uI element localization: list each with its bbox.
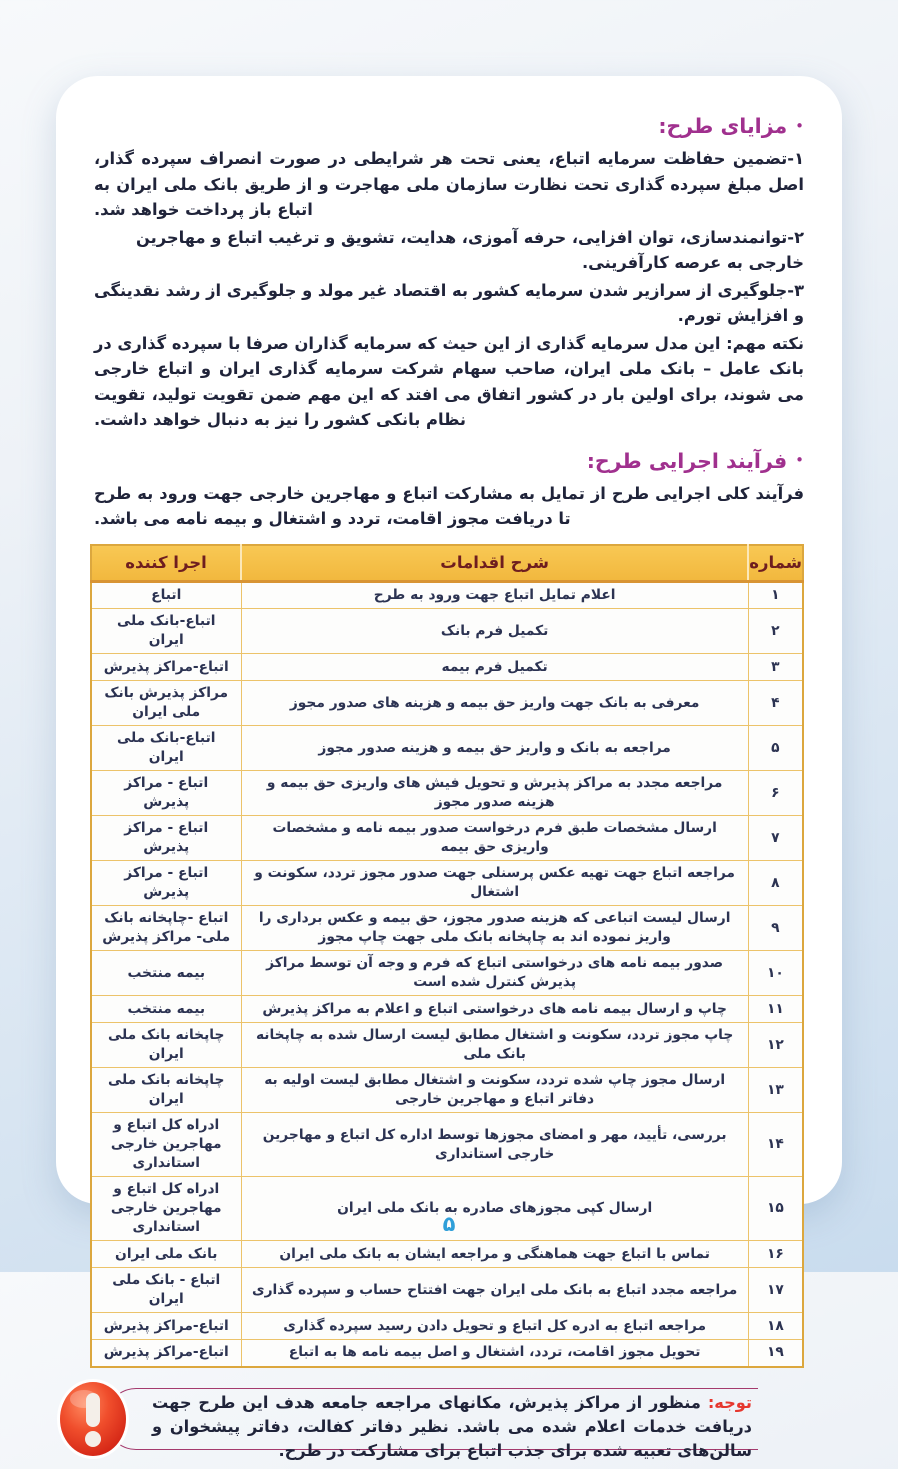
row-number: ۱۷ xyxy=(748,1268,803,1313)
row-executor: بانک ملی ایران xyxy=(91,1241,241,1268)
process-intro: فرآیند کلی اجرایی طرح از تمایل به مشارکت اتباع و مهاجرین خارجی جهت ورود به طرح تا دریافت مجوز اقامت، تردد و اشتغال و بیمه نامه می باشد. xyxy=(94,483,804,528)
table-row xyxy=(91,1068,803,1113)
row-action: چاپ و ارسال بیمه نامه های درخواستی اتباع و اعلام به مراکز پذیرش xyxy=(241,996,748,1023)
note-box xyxy=(90,1383,804,1469)
header-executor: اجرا کننده xyxy=(91,545,241,582)
row-number: ۱۸ xyxy=(748,1313,803,1340)
table-row xyxy=(91,1113,803,1177)
header-action: شرح اقدامات xyxy=(241,545,748,582)
table-row xyxy=(91,1313,803,1340)
row-action: ارسال مجوز چاپ شده تردد، سکونت و اشتغال مطابق لیست اولیه به دفاتر اتباع و مهاجرین خارجی xyxy=(241,1068,748,1113)
row-action: چاپ مجوز تردد، سکونت و اشتغال مطابق لیست ارسال شده به چاپخانه بانک ملی xyxy=(241,1023,748,1068)
header-number: شماره xyxy=(748,545,803,582)
table-row xyxy=(91,1268,803,1313)
row-action: مراجعه اتباع به ادره کل اتباع و تحویل دادن رسید سپرده گذاری xyxy=(241,1313,748,1340)
note-text xyxy=(152,1391,752,1463)
row-action: بررسی، تأیید، مهر و امضای مجوزها توسط اداره کل اتباع و مهاجرین خارجی استانداری xyxy=(241,1113,748,1177)
bullet-icon: • xyxy=(795,451,804,469)
row-number: ۱۱ xyxy=(748,996,803,1023)
row-number: ۱۳ xyxy=(748,1068,803,1113)
row-action: تکمیل فرم بانک xyxy=(241,609,748,654)
row-executor: اتباع-بانک ملی ایران xyxy=(91,726,241,771)
row-number: ۱۲ xyxy=(748,1023,803,1068)
row-action: صدور بیمه نامه های درخواستی اتباع که فرم و وجه آن توسط مراکز پذیرش کنترل شده است xyxy=(241,951,748,996)
table-row xyxy=(91,1340,803,1367)
benefits-section-heading xyxy=(94,114,804,138)
table-row xyxy=(91,1023,803,1068)
row-number: ۹ xyxy=(748,906,803,951)
row-number: ۱۴ xyxy=(748,1113,803,1177)
row-action: مراجعه مجدد اتباع به بانک ملی ایران جهت افتتاح حساب و سپرده گذاری xyxy=(241,1268,748,1313)
note-tag: توجه: xyxy=(707,1392,752,1412)
note-body: منظور از مراکز پذیرش، مکانهای مراجعه جامعه هدف این طرح جهت دریافت خدمات اعلام شده می باشد. نظیر دفاتر کفالت، دفاتر پیشخوان و سالن‌های تعبیه شده برای جذب اتباع برای مشارکت در طرح. xyxy=(152,1392,752,1460)
row-action: ارسال مشخصات طبق فرم درخواست صدور بیمه نامه و مشخصات واریزی حق بیمه xyxy=(241,816,748,861)
table-row xyxy=(91,906,803,951)
table-header-row xyxy=(91,545,803,582)
table-row xyxy=(91,681,803,726)
row-action: مراجعه مجدد به مراکز پذیرش و تحویل فیش های واریزی حق بیمه و هزینه صدور مجوز xyxy=(241,771,748,816)
row-number: ۳ xyxy=(748,654,803,681)
row-executor: ادراه کل اتباع و مهاجرین خارجی استانداری xyxy=(91,1177,241,1241)
row-action: ارسال لیست اتباعی که هزینه صدور مجوز، حق بیمه و عکس برداری را واریز نموده اند به چاپخانه بانک ملی جهت چاپ مجوز xyxy=(241,906,748,951)
row-executor: چاپخانه بانک ملی ایران xyxy=(91,1068,241,1113)
process-section-heading xyxy=(94,449,804,473)
table-row xyxy=(91,1241,803,1268)
table-row xyxy=(91,861,803,906)
row-executor: اتباع - مراکز پذیرش xyxy=(91,771,241,816)
table-row xyxy=(91,996,803,1023)
exclamation-icon xyxy=(54,1377,132,1461)
row-action: تماس با اتباع جهت هماهنگی و مراجعه ایشان به بانک ملی ایران xyxy=(241,1241,748,1268)
bullet-icon: • xyxy=(795,116,804,135)
benefits-item-2: ۲-توانمندسازی، توان افزایی، حرفه آموزی، هدایت، تشویق و ترغیب اتباع و مهاجرین خارجی به عرصه کارآفرینی. xyxy=(135,227,804,272)
row-number: ۱۵ xyxy=(748,1177,803,1241)
row-number: ۷ xyxy=(748,816,803,861)
row-action: مراجعه اتباع جهت تهیه عکس پرسنلی جهت صدور مجوز تردد، سکونت و اشتغال xyxy=(241,861,748,906)
row-number: ۸ xyxy=(748,861,803,906)
process-table xyxy=(90,544,804,1368)
row-executor: چاپخانه بانک ملی ایران xyxy=(91,1023,241,1068)
row-action: اعلام تمایل اتباع جهت ورود به طرح xyxy=(241,582,748,609)
row-executor: مراکز پذیرش بانک ملی ایران xyxy=(91,681,241,726)
row-number: ۱۹ xyxy=(748,1340,803,1367)
row-action: تکمیل فرم بیمه xyxy=(241,654,748,681)
row-executor: بیمه منتخب xyxy=(91,996,241,1023)
benefits-item-3: ۳-جلوگیری از سرازیر شدن سرمایه کشور به اقتصاد غیر مولد و جلوگیری از رشد نقدینگی و افزایش تورم. xyxy=(94,280,804,325)
row-executor: اتباع - بانک ملی ایران xyxy=(91,1268,241,1313)
row-number: ۱۰ xyxy=(748,951,803,996)
row-number: ۱۶ xyxy=(748,1241,803,1268)
row-action: مراجعه به بانک و واریز حق بیمه و هزینه صدور مجوز xyxy=(241,726,748,771)
table-row xyxy=(91,816,803,861)
benefits-important-note: نکته مهم: این مدل سرمایه گذاری از این حیث که سرمایه گذاران صرفا با سپرده گذاری در بانک عامل – بانک ملی ایران، صاحب سهام شرکت سرمایه گذاری ایران و اتباع خارجی می شوند، برای اولین بار در کشور اتفاق می افتد که این مهم ضمن تقویت تولید، تقویت نظام بانکی کشور را نیز به دنبال خواهد داشت. xyxy=(94,333,804,429)
row-executor: اتباع-بانک ملی ایران xyxy=(91,609,241,654)
table-row xyxy=(91,726,803,771)
row-number: ۶ xyxy=(748,771,803,816)
row-executor: اتباع - مراکز پذیرش xyxy=(91,861,241,906)
table-row xyxy=(91,951,803,996)
table-row xyxy=(91,771,803,816)
row-action: ارسال کپی مجوزهای صادره به بانک ملی ایران xyxy=(241,1177,748,1241)
benefits-item-1: ۱-تضمین حفاظت سرمایه اتباع، یعنی تحت هر شرایطی در صورت انصراف سپرده گذار، اصل مبلغ سپرده گذاری تحت نظارت سازمان ملی مهاجرت و از طریق بانک ملی ایران به اتباع باز پرداخت خواهد شد. xyxy=(94,149,804,219)
page-number: ۵ xyxy=(442,1212,456,1236)
row-number: ۲ xyxy=(748,609,803,654)
table-row xyxy=(91,582,803,609)
row-number: ۱ xyxy=(748,582,803,609)
row-number: ۵ xyxy=(748,726,803,771)
row-executor: اتباع-مراکز پذیرش xyxy=(91,1313,241,1340)
row-executor: اتباع - مراکز پذیرش xyxy=(91,816,241,861)
row-action: تحویل مجوز اقامت، تردد، اشتغال و اصل بیمه نامه ها به اتباع xyxy=(241,1340,748,1367)
row-executor: بیمه منتخب xyxy=(91,951,241,996)
row-number: ۴ xyxy=(748,681,803,726)
row-executor: اتباع-مراکز پذیرش xyxy=(91,654,241,681)
row-executor: اتباع-مراکز پذیرش xyxy=(91,1340,241,1367)
row-executor: اتباع xyxy=(91,582,241,609)
table-row xyxy=(91,609,803,654)
row-executor: اتباع -چاپخانه بانک ملی- مراکز پذیرش xyxy=(91,906,241,951)
benefits-title: مزایای طرح: xyxy=(658,114,788,138)
process-title: فرآیند اجرایی طرح: xyxy=(586,448,788,473)
row-action: معرفی به بانک جهت واریز حق بیمه و هزینه های صدور مجوز xyxy=(241,681,748,726)
table-row xyxy=(91,654,803,681)
row-executor: ادراه کل اتباع و مهاجرین خارجی استانداری xyxy=(91,1113,241,1177)
content-card xyxy=(56,76,842,1460)
